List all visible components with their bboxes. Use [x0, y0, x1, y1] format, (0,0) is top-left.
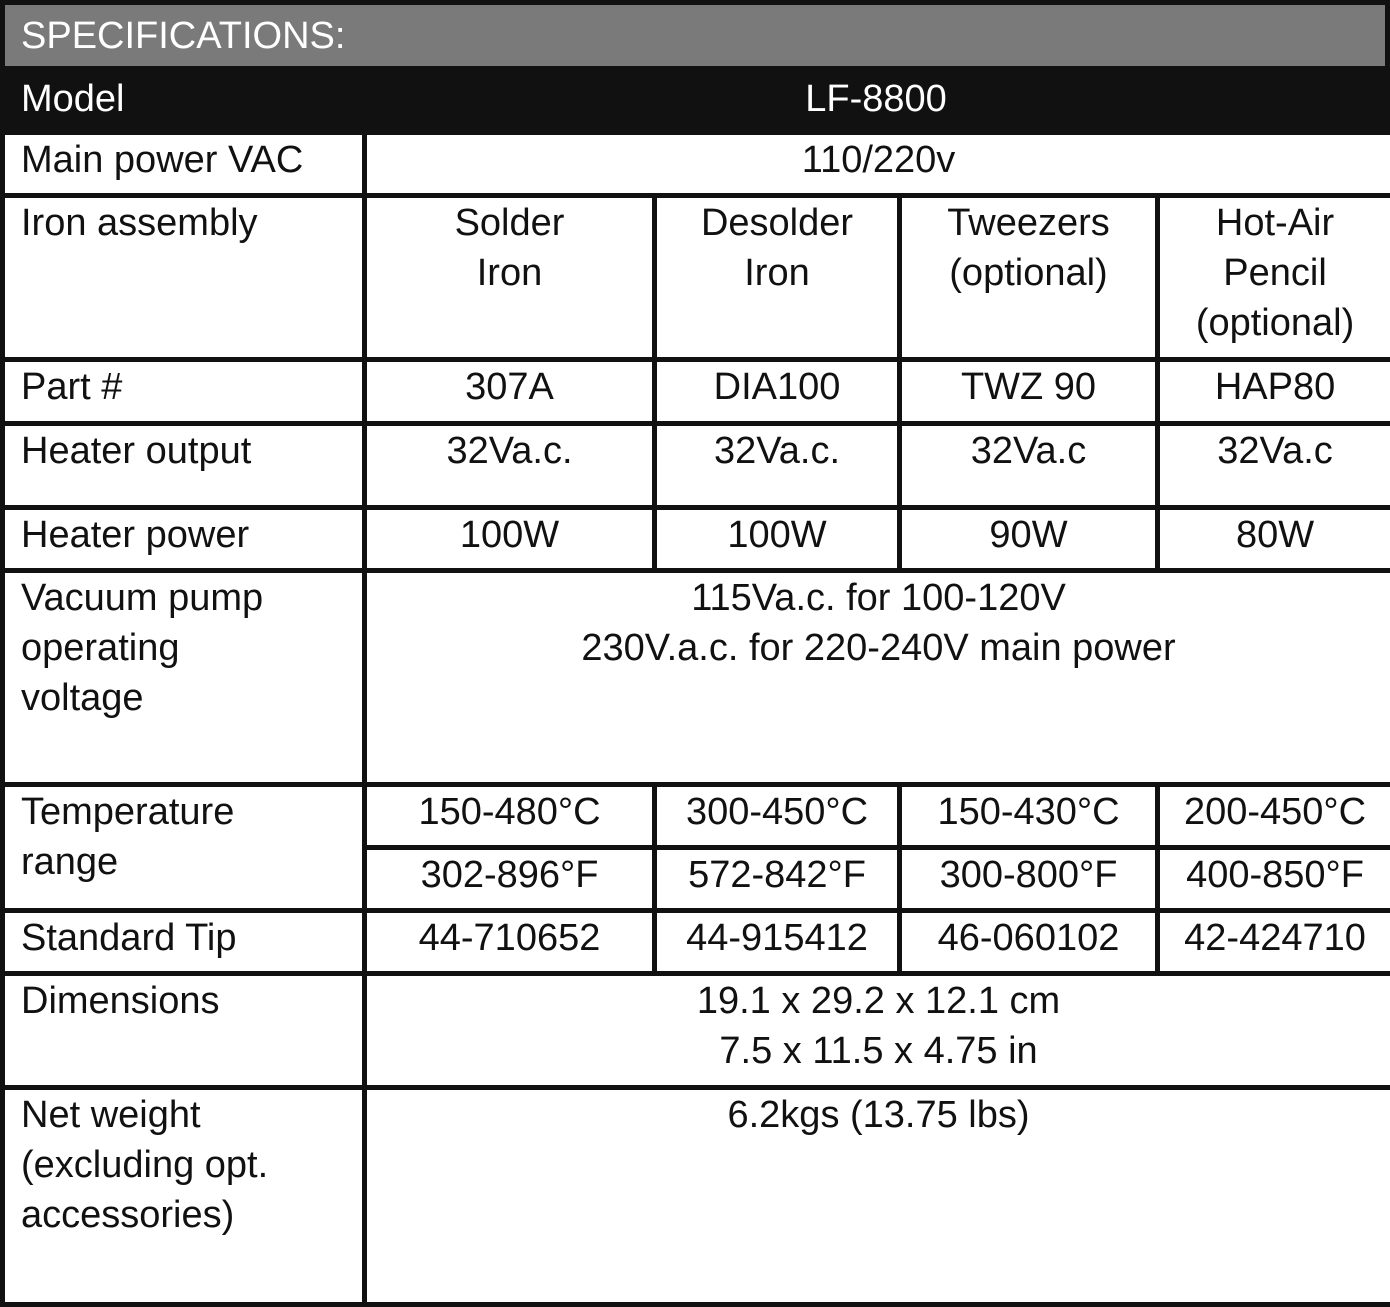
row-part-number: [3, 360, 1390, 424]
heater-output-value: 32Va.c: [900, 424, 1158, 508]
iron-hot-air-line-2: Pencil: [1166, 248, 1384, 298]
vacuum-pump-label-line-3: voltage: [21, 673, 356, 723]
heater-output-value: 32Va.c: [1158, 424, 1390, 508]
iron-tweezers-line-2: (optional): [908, 248, 1149, 298]
temperature-range-label-line-1: Temperature: [21, 787, 356, 837]
heater-output-value: 32Va.c.: [655, 424, 900, 508]
standard-tip-value: 42-424710: [1158, 911, 1390, 974]
main-power-value: 110/220v: [365, 133, 1390, 196]
heater-power-label: Heater power: [3, 508, 365, 571]
part-number-value: TWZ 90: [900, 360, 1158, 424]
iron-assembly-label: Iron assembly: [3, 196, 365, 360]
part-number-value: HAP80: [1158, 360, 1390, 424]
vacuum-pump-label-line-1: Vacuum pump: [21, 573, 356, 623]
temperature-celsius-value: 300-450°C: [655, 785, 900, 848]
temperature-celsius-value: 150-480°C: [365, 785, 655, 848]
net-weight-value: 6.2kgs (13.75 lbs): [365, 1088, 1390, 1305]
heater-power-value: 90W: [900, 508, 1158, 571]
iron-tweezers-cell: [900, 196, 1158, 360]
temperature-range-label-line-2: range: [21, 837, 356, 887]
row-main-power: [3, 133, 1390, 196]
iron-solder-cell: [365, 196, 655, 360]
standard-tip-label: Standard Tip: [3, 911, 365, 974]
net-weight-label-line-3: accessories): [21, 1190, 356, 1240]
iron-tweezers-line-1: Tweezers: [908, 198, 1149, 248]
row-dimensions: [3, 974, 1390, 1088]
row-heater-power: [3, 508, 1390, 571]
dimensions-label: Dimensions: [3, 974, 365, 1088]
iron-solder-line-1: Solder: [373, 198, 646, 248]
net-weight-label: [3, 1088, 365, 1305]
part-number-value: DIA100: [655, 360, 900, 424]
specifications-title: SPECIFICATIONS:: [0, 0, 1390, 66]
standard-tip-value: 44-710652: [365, 911, 655, 974]
iron-hot-air-line-3: (optional): [1166, 298, 1384, 348]
temperature-fahrenheit-value: 302-896°F: [365, 848, 655, 911]
iron-hot-air-cell: [1158, 196, 1390, 360]
row-vacuum-pump: [3, 571, 1390, 785]
model-value: LF-8800: [362, 66, 1390, 132]
model-row: [0, 66, 1390, 132]
vacuum-pump-label: [3, 571, 365, 785]
dimensions-value-line-1: 19.1 x 29.2 x 12.1 cm: [373, 976, 1384, 1026]
dimensions-value: [365, 974, 1390, 1088]
net-weight-label-line-2: (excluding opt.: [21, 1140, 356, 1190]
heater-power-value: 80W: [1158, 508, 1390, 571]
row-temperature-celsius: [3, 785, 1390, 848]
temperature-celsius-value: 150-430°C: [900, 785, 1158, 848]
heater-output-value: 32Va.c.: [365, 424, 655, 508]
heater-power-value: 100W: [655, 508, 900, 571]
temperature-fahrenheit-value: 572-842°F: [655, 848, 900, 911]
row-net-weight: [3, 1088, 1390, 1305]
temperature-range-label: [3, 785, 365, 911]
vacuum-pump-label-line-2: operating: [21, 623, 356, 673]
main-power-label: Main power VAC: [3, 133, 365, 196]
temperature-celsius-value: 200-450°C: [1158, 785, 1390, 848]
part-number-label: Part #: [3, 360, 365, 424]
heater-output-label: Heater output: [3, 424, 365, 508]
iron-desolder-cell: [655, 196, 900, 360]
vacuum-pump-value-line-2: 230V.a.c. for 220-240V main power: [373, 623, 1384, 673]
standard-tip-value: 44-915412: [655, 911, 900, 974]
iron-solder-line-2: Iron: [373, 248, 646, 298]
net-weight-label-line-1: Net weight: [21, 1090, 356, 1140]
standard-tip-value: 46-060102: [900, 911, 1158, 974]
iron-desolder-line-2: Iron: [663, 248, 891, 298]
temperature-fahrenheit-value: 400-850°F: [1158, 848, 1390, 911]
temperature-fahrenheit-value: 300-800°F: [900, 848, 1158, 911]
row-heater-output: [3, 424, 1390, 508]
part-number-value: 307A: [365, 360, 655, 424]
dimensions-value-line-2: 7.5 x 11.5 x 4.75 in: [373, 1026, 1384, 1076]
vacuum-pump-value: [365, 571, 1390, 785]
model-label: Model: [21, 66, 125, 132]
row-standard-tip: [3, 911, 1390, 974]
vacuum-pump-value-line-1: 115Va.c. for 100-120V: [373, 573, 1384, 623]
specifications-table: [0, 130, 1390, 1307]
iron-hot-air-line-1: Hot-Air: [1166, 198, 1384, 248]
heater-power-value: 100W: [365, 508, 655, 571]
iron-desolder-line-1: Desolder: [663, 198, 891, 248]
row-iron-assembly: [3, 196, 1390, 360]
